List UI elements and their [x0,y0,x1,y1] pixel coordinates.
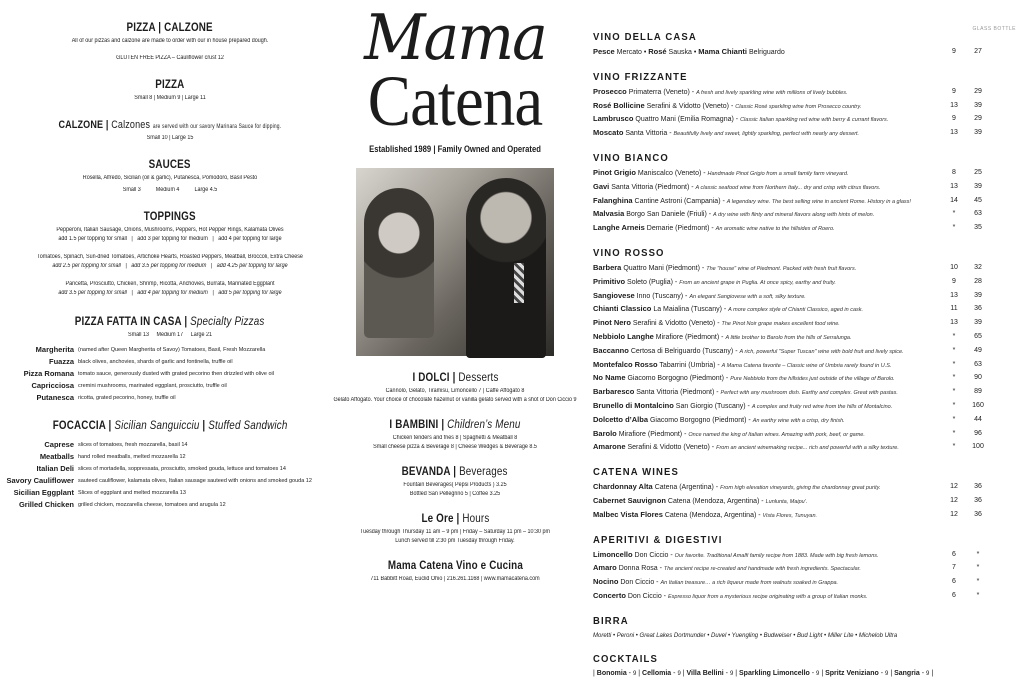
item-desc: (named after Queen Margherita of Savoy) Tomatoes, Basil, Fresh Mozzarella [78,347,266,353]
wine-desc: An aromatic wine native to the hillsides of Roero. [715,226,835,233]
glass-price: 6 [952,578,956,586]
wine-name: Montefalco Rosso [593,359,658,369]
wine-producer: Serafini & Vidotto (Veneto) [632,320,716,328]
gluten-free-note: GLUTEN FREE PIZZA – Cauliflower crust 12 [116,55,224,61]
glass-price: 13 [950,291,958,299]
wine-row: Lambrusco Quattro Mani (Emilia Romagna) - Classic Italian sparkling red wine with berry & currant flavors. 9 29 [593,113,993,127]
item-name: Italian Deli [36,464,74,473]
wine-row: Pinot Grigio Maniscalco (Veneto) - Handmade Pinot Grigio from a small family farm vineyard. 8 25 [593,167,993,181]
bottle-price: 28 [974,277,982,285]
bevanda-line-1: Fountain Beverages( Pepsi Products ) 3.25 [403,482,507,488]
bottle-price: 25 [974,168,982,176]
drinks-column [593,0,993,677]
wine-producer: Serafini & Vidotto (Veneto) [646,102,730,110]
section-title: COCKTAILS [593,653,658,665]
wine-name: Barbera [593,262,622,272]
wine-row: Primitivo Soleto (Puglia) - From an ancient grape in Puglia. At once spicy, earthy and fruity. 9 28 [593,276,993,290]
wine-name: No Name [593,373,626,383]
wine-producer: Giacomo Borgogno (Piedmont) [649,416,747,424]
wine-desc: From an ancient grape in Puglia. At once spicy, earthy and fruity. [679,279,836,286]
section-title: PIZZA | CALZONE [126,20,214,34]
bottle-price: 45 [974,196,982,204]
toppings-group-1: Pepperoni, Italian Sausage, Onions, Mushrooms, Peppers, Hot Pepper Rings, Kalamata Olives [56,227,284,233]
wine-name: Barolo [593,428,617,438]
size-prices: Small 13 Medium 17 Large 21 [127,332,213,338]
wine-row: Barbera Quattro Mani (Piedmont) - The "house" wine of Piedmont. Packed with fresh fruit flavors. 10 32 [593,262,993,276]
toppings-price-1: add 1.5 per topping for small | add 3 per topping for medium | add 4 per topping for large [58,236,282,242]
glass-price: 13 [950,129,958,137]
wine-row: Montefalco Rosso Tabarrini (Umbria) - A Mama Catena favorite – Classic wine of Umbria rarely found in U.S. * 63 [593,359,993,373]
wine-row: Gavi Santa Vittoria (Piedmont) - A classic seafood wine from Northern Italy... dry and crisp with citrus flavors. 13 39 [593,181,993,195]
wine-producer: Primaterra (Veneto) [628,88,690,96]
wine-desc: A complex and fruity red wine from the hills of Montalcino. [751,403,893,410]
glass-price: 12 [950,483,958,491]
wine-producer: Santa Vittoria (Piedmont) [611,183,690,191]
glass-price: 13 [950,319,958,327]
menu-item [0,487,340,499]
cocktail-name: Bonomia [596,669,627,677]
bottle-price: 96 [974,429,982,437]
bottle-price: 36 [974,483,982,491]
vintage-couple-photo [356,168,554,356]
cocktail-price: 9 [632,670,637,677]
wine-row: Malbec Vista Flores Catena (Mendoza, Argentina) - Vista Flores, Tunuyan. 12 36 [593,509,993,523]
bottle-price: 35 [974,224,982,232]
glass-price: 12 [950,496,958,504]
item-name: Caprese [44,440,74,449]
wine-row: Amarone Serafini & Vidotto (Veneto) - From an ancient winemaking recipe... rich and powerful with a silky texture. * 100 [593,441,993,455]
wine-producer: Tabarrini (Umbria) [659,361,716,369]
bottle-price: 29 [974,115,982,123]
photo-man [466,178,546,358]
glass-price: 13 [950,101,958,109]
glass-price: 6 [952,591,956,599]
wine-producer: Catena (Argentina) [654,484,714,492]
section-title: Le Ore | Hours [421,511,489,525]
wine-row: Chianti Classico La Maialina (Tuscany) - A more complex style of Chianti Classico, aged in cask. 11 36 [593,303,993,317]
wine-producer: Quattro Mani (Emilia Romagna) [635,116,734,124]
menu-item [0,392,340,404]
wine-row: Malvasia Borgo San Daniele (Friuli) - A dry wine with flinty and mineral flavors along with hints of melon. * 63 [593,208,993,222]
glass-price: * [952,210,956,218]
photo-tie [514,263,524,303]
section-title: PIZZA [155,77,185,91]
wine-row: Brunello di Montalcino San Giorgio (Tuscany) - A complex and fruity red wine from the hills of Montalcino. * 160 [593,400,993,414]
hours-line-2: Lunch served till 2:30 pm Tuesday through Friday. [395,538,515,544]
bottle-price: * [976,550,980,558]
item-name: Grilled Chicken [18,500,74,509]
bambini-section [340,415,570,452]
item-desc: black olives, anchovies, shards of garlic and fontinella, truffle oil [78,359,233,365]
wine-producer: Donna Rosa [618,565,658,573]
glass-price: * [952,224,956,232]
bottle-price: 63 [974,360,982,368]
section-title: I BAMBINI | Children’s Menu [389,417,521,431]
item-desc: Slices of eggplant and melted mozzarella 13 [78,490,186,496]
contact-line: 711 Babbitt Road, Euclid Ohio | 216.261.1168 | www.mamacatena.com [370,576,540,582]
wine-row: Chardonnay Alta Catena (Argentina) - From high elevation vineyards, giving the chardonnay great purity. 12 36 [593,481,993,495]
hours-line-1: Tuesday through Thursday 11 am – 9 pm | Friday – Saturday 11 pm – 10:30 pm [359,529,551,535]
wine-producer: Mirafiore (Piedmont) [655,333,720,341]
item-name: Capricciosa [31,381,74,390]
glass-price: 8 [952,168,956,176]
item-name: Meatballs [39,452,74,461]
bottle-price: 39 [974,319,982,327]
wine-desc: A fresh and lively sparkling wine with millions of lively bubbles. [696,89,848,96]
bottle-price: 160 [972,401,984,409]
calzone-section [0,115,340,143]
section-title: SAUCES [149,157,191,171]
wine-name: Langhe Arneis [593,223,645,233]
wine-lists [593,72,993,604]
section-title: CALZONE | Calzones are served with our savory Marinara Sauce for dipping. [58,119,282,131]
wine-producer: Borgo San Daniele (Friuli) [626,211,707,219]
bottle-price: * [976,591,980,599]
wine-row: Amaro Donna Rosa - The ancient recipe re-created and handmade with fresh ingredients. Spectacular. 7 * [593,562,993,576]
wine-desc: A little brother to Barolo from the hills of Serralunga. [725,334,852,341]
pizza-section [0,75,340,103]
wine-name: Rosé Bollicine [593,100,645,110]
toppings-price-3: add 3.5 per topping for small | add 4 per topping for medium | add 5 per topping for large [58,290,282,296]
wine-row: Langhe Arneis Demarie (Piedmont) - An aromatic wine native to the hillsides of Roero. * 35 [593,222,993,236]
bottle-price: 49 [974,346,982,354]
cocktail-name: Sangria [894,669,920,677]
wine-desc: The ancient recipe re-created and handmade with fresh ingredients. Spectacular. [663,566,861,573]
wine-producer: San Giorgio (Tuscany) [675,402,746,410]
glass-price: 7 [952,564,956,572]
bottle-price: 32 [974,263,982,271]
specialty-pizza-list [0,344,340,404]
wine-desc: Classic Italian sparkling red wine with berry & currant flavors. [740,117,889,124]
glass-price: * [952,346,956,354]
item-name: Sicilian Eggplant [13,488,74,497]
wine-producer: Santa Vittoria (Piedmont) [636,389,715,397]
bottle-price: 39 [974,291,982,299]
dolci-line-1: Cannolo, Gelato, Tiramisu, Limoncello 7 | Caffe Affogato 8 [385,388,525,394]
item-desc: tomato sauce, generously dusted with grated pecorino then drizzled with olive oil [78,371,274,377]
wine-name: Falanghina [593,195,633,205]
menu-item [0,463,340,475]
wine-producer: Mirafiore (Piedmont) [618,430,683,438]
section-desc: All of our pizzas and calzone are made to order with our in house prepared dough. [71,38,269,44]
item-desc: slices of mortadella, soppressata, prosciutto, smoked gouda, lettuce and tomatoes 14 [78,466,286,472]
glass-price: 9 [952,87,956,95]
food-menu-column [0,0,340,663]
wine-producer: Santa Vittoria [625,130,668,138]
wine-row: Baccanno Certosa di Belriguardo (Tuscany) - A rich, powerful "Super Tuscan" wine with bold fruit and lively spice. * 49 [593,345,993,359]
wine-row: Limoncello Don Ciccio - Our favorite. Traditional Amalfi family recipe from 1883. Made with big fresh lemons. 6 * [593,549,993,563]
wine-desc: A more complex style of Chianti Classico, aged in cask. [728,307,864,314]
wine-row: Barbaresco Santa Vittoria (Piedmont) - Perfect with any mushroom dish. Earthy and complex. Great with pastas. * 89 [593,386,993,400]
wine-producer: Don Ciccio [620,579,655,587]
item-name: Putanesca [36,393,74,402]
wine-row: No Name Giacomo Borgogno (Piedmont) - Pure Nebbiolo from the hillsides just outside of the village of Barolo. * 90 [593,372,993,386]
item-desc: hand rolled meatballs, melted mozzarella 12 [78,454,186,460]
wine-producer: Catena (Mendoza, Argentina) [664,511,757,519]
wine-name: Pinot Grigio [593,167,636,177]
wine-desc: From high elevation vineyards, giving the chardonnay great purity. [720,485,881,492]
glass-price: * [952,374,956,382]
bottle-price: 39 [974,129,982,137]
glass-bottle-header: GLASS BOTTLE [972,26,1016,32]
wine-desc: Our favorite. Traditional Amalfi family recipe from 1883. Made with big fresh lemons. [674,552,879,559]
wine-row: Barolo Mirafiore (Piedmont) - Once named the king of Italian wines. Amazing with pork, beef, or game. * 96 [593,428,993,442]
wine-name: Baccanno [593,345,629,355]
wine-name: Lambrusco [593,114,634,124]
item-desc: slices of tomatoes, fresh mozzarella, basil 14 [78,442,188,448]
menu-item [0,475,340,487]
section-title: VINO DELLA CASA [593,32,697,43]
wine-name: Limoncello [593,549,633,559]
glass-price: * [952,332,956,340]
contact-section [340,556,570,584]
wine-desc: The Pinot Noir grape makes excellent food wine. [721,321,840,328]
logo-mama: Mama [364,1,546,75]
specialty-pizza-section [0,312,340,404]
menu-item [0,356,340,368]
menu-item [0,451,340,463]
item-name: Fuazza [48,357,74,366]
glass-price: 6 [952,550,956,558]
bottle-price: 44 [974,415,982,423]
cocktail-name: Cellomia [642,669,672,677]
cocktail-price: 9 [885,670,889,677]
wine-name: Sangiovese [593,290,635,300]
wine-desc: The "house" wine of Piedmont. Packed with fresh fruit flavors. [706,265,857,272]
cocktail-name: Spritz Veniziano [825,669,879,677]
sauce-list: Rosella, Alfredo, Sicilian (oil & garlic), Putanesca, Pomodoro, Basil Pesto [82,175,258,181]
toppings-group-2: Tomatoes, Spinach, Sun-dried Tomatoes, Artichoke Hearts, Roasted Peppers, Meatball, Broccoli, Extra Cheese [37,254,303,260]
glass-price: 12 [950,510,958,518]
section-title: CATENA WINES [593,467,679,479]
hours-section [340,509,570,546]
wine-name: Malbec Vista Flores [593,509,663,519]
section-title: BEVANDA | Beverages [402,464,508,478]
glass-price: 14 [950,196,958,204]
glass-price: 13 [950,182,958,190]
wine-desc: A classic seafood wine from Northern Italy... dry and crisp with citrus flavors. [695,184,881,191]
size-prices: Small 8 | Medium 9 | Large 11 [134,95,206,101]
bottle-price: * [976,578,980,586]
section-title: Mama Catena Vino e Cucina [387,558,523,572]
wine-desc: Vista Flores, Tunuyan. [762,512,818,519]
wine-producer: Demarie (Piedmont) [646,225,710,233]
wine-desc: Espresso liquor from a mysterious recipe originating with a group of Italian monks. [667,593,868,600]
wine-desc: An earthy wine with a crisp, dry finish. [752,417,845,424]
bevanda-section [340,462,570,499]
wine-name: Nocino [593,577,619,587]
glass-price: * [952,429,956,437]
wine-desc: Pure Nebbiolo from the hillsides just outside of the village of Barolo. [730,376,895,383]
wine-name: Amarone [593,442,626,452]
menu-item [0,344,340,356]
wine-desc: Once named the king of Italian wines. Amazing with pork, beef, or game. [688,431,865,438]
section-title: TOPPINGS [144,209,196,223]
wine-name: Moscato [593,128,624,138]
wine-name: Pinot Nero [593,318,631,328]
photo-woman [364,188,434,338]
glass-price: * [952,401,956,409]
wine-row: Prosecco Primaterra (Veneto) - A fresh and lively sparkling wine with millions of lively bubbles. 9 29 [593,86,993,100]
focaccia-section [0,416,340,511]
wine-producer: Catena (Mendoza, Argentina) [667,497,760,505]
section-title: APERITIVI & DIGESTIVI [593,534,723,546]
item-desc: sauteed cauliflower, kalamata olives, Italian sausage sauteed with onions and smoked gouda 12 [78,478,312,484]
bottle-price: 39 [974,101,982,109]
wine-name: Chardonnay Alta [593,482,653,492]
wine-producer: Maniscalco (Veneto) [637,169,702,177]
menu-item [0,439,340,451]
wine-producer: Don Ciccio [627,592,662,600]
beer-list: Moretti • Peroni • Great Lakes Dortmunder • Duvel • Yuengling • Budweiser • Bud Light • Miller Lite • Michelob Ultra [593,632,898,639]
wine-desc: A legendary wine. The best selling wine in ancient Rome. History in a glass! [726,198,911,205]
wine-desc: Lunlunta, Maipu’. [765,498,808,505]
item-name: Margherita [35,345,74,354]
wine-name: Malvasia [593,209,625,219]
section-title: VINO BIANCO [593,152,669,164]
size-prices: Small 10 | Large 15 [146,135,194,141]
item-desc: grilled chicken, mozzarella cheese, tomatoes and arugula 12 [78,502,226,508]
wine-producer: Certosa di Belriguardo (Tuscany) [630,347,734,355]
glass-price: 9 [952,115,956,123]
item-desc: cremini mushrooms, marinated eggplant, prosciutto, truffle oil [78,383,227,389]
wine-producer: Quattro Mani (Piedmont) [623,264,700,272]
glass-price: 9 [952,277,956,285]
wine-row: Rosé Bollicine Serafini & Vidotto (Veneto) - Classic Rosé sparkling wine from Prosecco country. 13 39 [593,100,993,114]
wine-row: Nocino Don Ciccio - An Italian treasure… a rich liqueur made from walnuts soaked in Grappa. 6 * [593,576,993,590]
glass-price: 10 [950,263,958,271]
wine-desc: An Italian treasure… a rich liqueur made from walnuts soaked in Grappa. [660,580,839,587]
focaccia-list [0,439,340,511]
menu-item [0,380,340,392]
bottle-price: 100 [972,443,984,451]
wine-name: Gavi [593,181,610,191]
cocktail-list: | Bonomia - 9 | Cellomia - 9 | Villa Bellini - 9 | Sparkling Limoncello - 9 | Spritz Veniziano - 9 | Sangria - 9 | [593,669,934,677]
established-tagline: Established 1989 | Family Owned and Operated [369,144,541,154]
wine-desc: An elegant Sangiovese with a soft, silky texture. [689,293,806,300]
wine-producer: Serafini & Vidotto (Veneto) [627,444,710,452]
wine-row: Moscato Santa Vittoria - Beautifully lively and sweet, lightly sparkling, perfect with nearly any dessert. 13 39 [593,127,993,141]
cocktail-name: Villa Bellini [686,669,724,677]
wine-desc: Beautifully lively and sweet, lightly sparkling, perfect with nearly any dessert. [673,131,860,138]
section-title: VINO ROSSO [593,247,665,259]
glass-price: 11 [950,305,958,313]
wine-producer: Soleto (Puglia) [627,278,673,286]
wine-desc: A dry wine with flinty and mineral flavors along with hints of melon. [713,212,875,219]
glass-price: * [952,443,956,451]
section-title: I DOLCI | Desserts [411,370,499,384]
wine-name: Chianti Classico [593,304,652,314]
wine-name: Prosecco [593,86,627,96]
wine-producer: La Maialina (Tuscany) [653,306,722,314]
bottle-price: 63 [974,210,982,218]
section-title: FOCACCIA | Sicilian Sanguicciu | Stuffed Sandwich [52,418,288,432]
wine-row: Falanghina Cantine Astroni (Campania) - A legendary wine. The best selling wine in ancient Rome. History in a glass! 14 45 [593,195,993,209]
house-wine-row: Pesce Mercato • Rosé Sauska • Mama Chianti Belriguardo 9 27 [593,47,982,56]
wine-desc: From an ancient winemaking recipe... rich and powerful with a silky texture. [716,445,899,452]
logo-catena: Catena [367,61,543,141]
bevanda-line-2: Bottled San Pellegrino 5 | Coffee 3.25 [409,491,501,497]
wine-desc: A rich, powerful "Super Tuscan" wine with bold fruit and lively spice. [739,348,904,355]
bottle-price: 89 [974,388,982,396]
wine-row: Dolcetto d’Alba Giacomo Borgogno (Piedmont) - An earthy wine with a crisp, dry finish. * 44 [593,414,993,428]
cocktail-name: Sparkling Limoncello [739,669,810,677]
wine-row: Concerto Don Ciccio - Espresso liquor from a mysterious recipe originating with a group of Italian monks. 6 * [593,590,993,604]
item-name: Pizza Romana [23,369,74,378]
sauces-section [0,155,340,195]
bottle-price: 36 [974,305,982,313]
wine-name: Amaro [593,563,617,573]
wine-row: Sangiovese Inno (Tuscany) - An elegant Sangiovese with a soft, silky texture. 13 39 [593,290,993,304]
wine-desc: Perfect with any mushroom dish. Earthy and complex. Great with pastas. [720,390,898,397]
cocktail-price: 9 [729,670,734,677]
wine-row: Nebbiolo Langhe Mirafiore (Piedmont) - A little brother to Barolo from the hills of Serralunga. * 65 [593,331,993,345]
glass-price: * [952,415,956,423]
wine-name: Concerto [593,590,626,600]
pizza-calzone-section [0,18,340,63]
item-desc: ricotta, grated pecorino, honey, truffle oil [78,395,176,401]
wine-producer: Giacomo Borgogno (Piedmont) [627,375,724,383]
bottle-price: 29 [974,87,982,95]
brand-column [333,0,577,663]
bottle-price: 36 [974,496,982,504]
wine-row: Cabernet Sauvignon Catena (Mendoza, Argentina) - Lunlunta, Maipu’. 12 36 [593,495,993,509]
size-prices: Small 3 Medium 4 Large 4.5 [122,187,218,193]
glass-price: * [952,360,956,368]
bottle-price: 36 [974,510,982,518]
wine-desc: Handmade Pinot Grigio from a small family farm vineyard. [707,170,849,177]
wine-name: Brunello di Montalcino [593,400,674,410]
cocktail-price: 9 [677,670,681,677]
wine-producer: Inno (Tuscany) [636,292,684,300]
section-title: PIZZA FATTA IN CASA | Specialty Pizzas [75,314,265,328]
toppings-section [0,207,340,298]
bottle-price: 90 [974,374,982,382]
cocktail-price: 9 [816,670,820,677]
wine-row: Pinot Nero Serafini & Vidotto (Veneto) - The Pinot Noir grape makes excellent food wine. 13 39 [593,317,993,331]
dolci-section [333,368,577,405]
bottle-price: 39 [974,182,982,190]
section-title: VINO FRIZZANTE [593,71,688,83]
wine-name: Nebbiolo Langhe [593,331,654,341]
menu-item [0,368,340,380]
glass-price: * [952,388,956,396]
wine-name: Primitivo [593,276,626,286]
menu-item [0,499,340,511]
wine-desc: A Mama Catena favorite – Classic wine of Umbria rarely found in U.S. [721,362,892,369]
cocktail-price: 9 [926,670,930,677]
item-name: Savory Cauliflower [6,476,74,485]
bambini-line-1: Chicken tenders and fries 8 | Spaghetti & Meatball 8 [392,435,518,441]
wine-desc: Classic Rosé sparkling wine from Prosecco country. [735,103,862,110]
wine-producer: Cantine Astroni (Campania) [634,197,721,205]
wine-name: Barbaresco [593,387,635,397]
toppings-price-2: add 2.5 per topping for small | add 3.5 per topping for medium | add 4.25 per topping for large [52,263,288,269]
wine-name: Cabernet Sauvignon [593,495,666,505]
wine-producer: Don Ciccio [634,551,669,559]
toppings-group-3: Pancetta, Prosciutto, Chicken, Shrimp, Ricotta, Anchovies, Burrata, Marinated Eggplant [65,281,275,287]
bottle-price: 65 [974,332,982,340]
dolci-line-2: Gelato Affogato. Your choice of chocolate hazelnut or vanilla gelato served with a shot of Don Ciccio 9 [333,397,577,403]
bambini-line-2: Small cheese pizza & Beverage 8 | Cheese Wedges & Beverage 8.5 [373,444,537,450]
bottle-price: * [976,564,980,572]
section-title: BIRRA [593,615,629,627]
wine-name: Dolcetto d’Alba [593,414,649,424]
